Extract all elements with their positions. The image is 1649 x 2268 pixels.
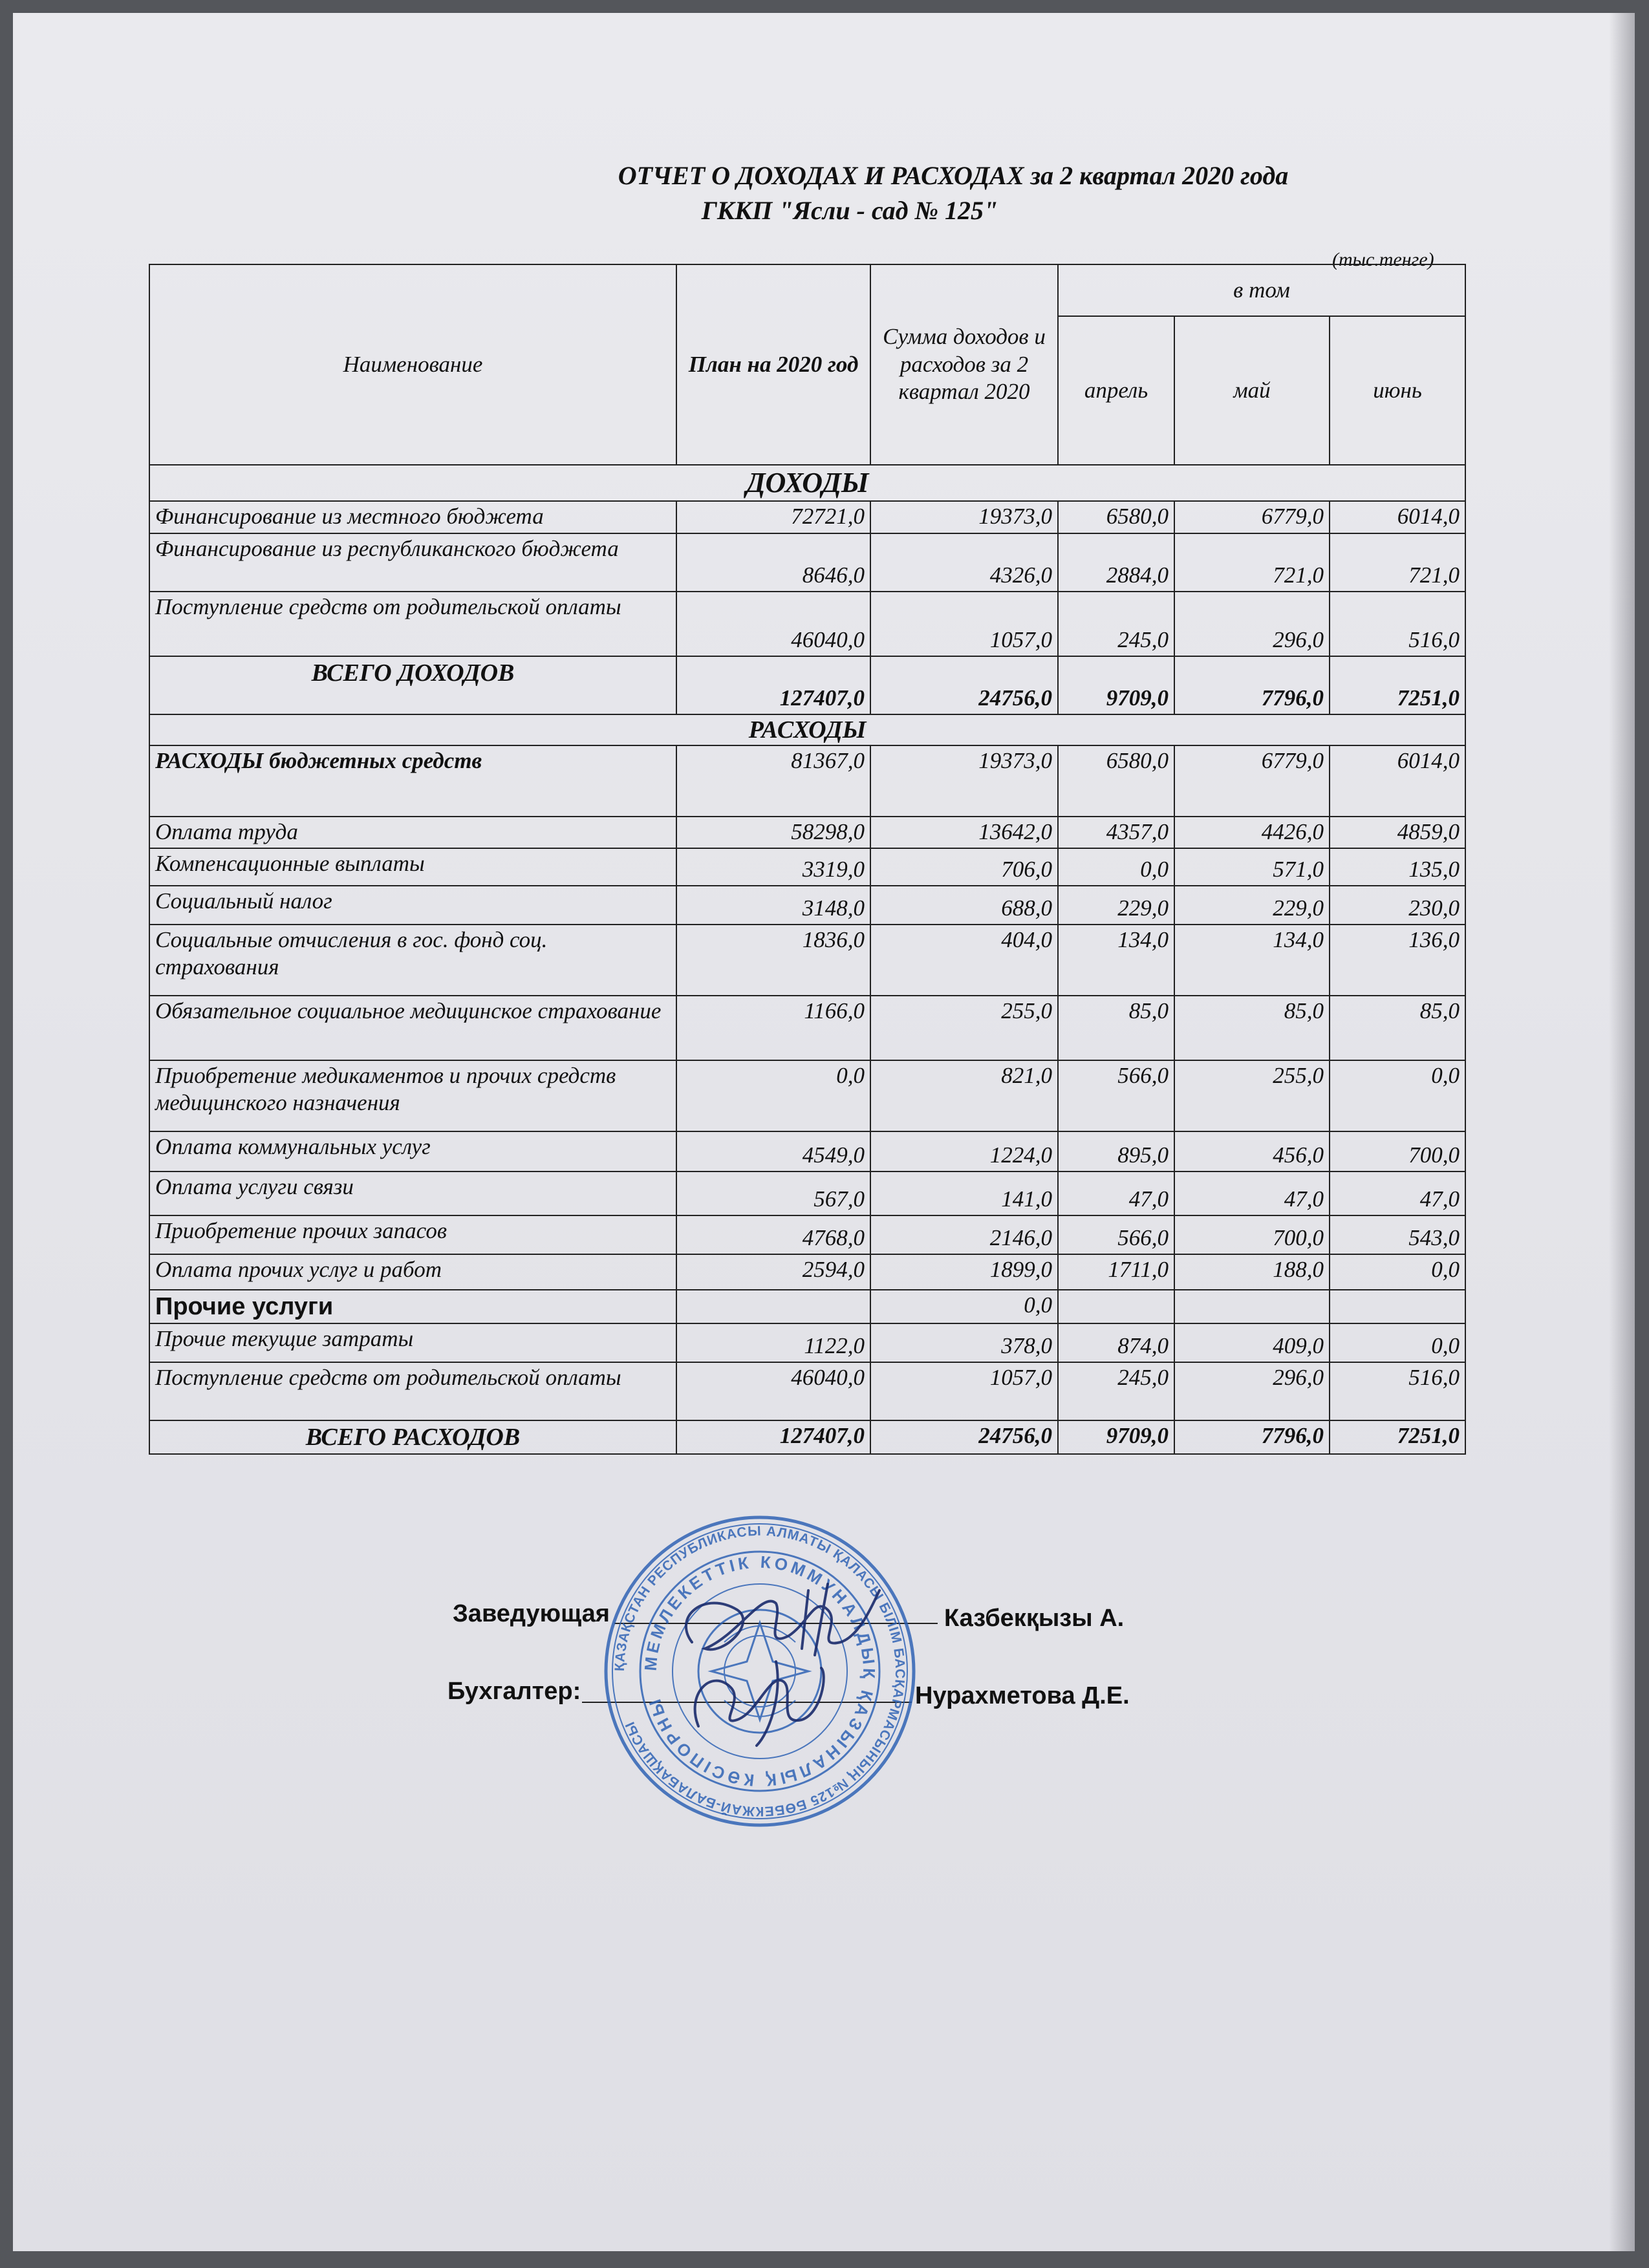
row-jun-cell: 85,0 bbox=[1330, 996, 1465, 1060]
row-name-cell: Финансирование из республиканского бюджета bbox=[149, 533, 676, 592]
row-plan-cell: 127407,0 bbox=[676, 656, 870, 714]
table-row bbox=[149, 501, 1465, 533]
section-expenses-label: РАСХОДЫ bbox=[149, 714, 1465, 745]
row-name-cell: Социальные отчисления в гос. фонд соц. страхования bbox=[149, 925, 676, 996]
table-total-row bbox=[149, 1420, 1465, 1454]
row-plan-cell: 46040,0 bbox=[676, 1362, 870, 1420]
row-jun-cell: 4859,0 bbox=[1330, 817, 1465, 848]
stamp-outer-text: ҚАЗАҚСТАН РЕСПУБЛИКАСЫ АЛМАТЫ ҚАЛАСЫ БІЛІМ БАСҚАРМАСЫНЫҢ №125 БӨБЕКЖАЙ-БАЛАБАҚШАСЫ bbox=[612, 1523, 908, 1819]
table-row bbox=[149, 886, 1465, 925]
row-apr-cell: 6580,0 bbox=[1058, 745, 1174, 817]
row-sum-cell: 255,0 bbox=[870, 996, 1058, 1060]
head-name: Казбекқызы А. bbox=[944, 1605, 1125, 1632]
row-plan-cell bbox=[676, 1290, 870, 1323]
header-sum: Сумма доходов и расходов за 2 квартал 2020 bbox=[870, 264, 1058, 465]
row-name-cell: Компенсационные выплаты bbox=[149, 848, 676, 886]
table-total-row bbox=[149, 656, 1465, 714]
row-jun-cell: 230,0 bbox=[1330, 886, 1465, 925]
row-sum-cell: 1057,0 bbox=[870, 1362, 1058, 1420]
row-plan-cell: 0,0 bbox=[676, 1060, 870, 1131]
row-name-cell: Обязательное социальное медицинское страхование bbox=[149, 996, 676, 1060]
stamp-inner-text: МЕМЛЕКЕТТІК КОММУНАЛДЫҚ ҚАЗЫНАЛЫҚ КӘСІПОРНЫ bbox=[640, 1552, 879, 1791]
row-jun-cell: 7251,0 bbox=[1330, 656, 1465, 714]
row-jun-cell: 516,0 bbox=[1330, 592, 1465, 656]
row-plan-cell: 58298,0 bbox=[676, 817, 870, 848]
table-row bbox=[149, 533, 1465, 592]
row-apr-cell: 1711,0 bbox=[1058, 1254, 1174, 1290]
table-row bbox=[149, 817, 1465, 848]
table-row bbox=[149, 1254, 1465, 1290]
row-plan-cell: 3148,0 bbox=[676, 886, 870, 925]
row-may-cell: 229,0 bbox=[1174, 886, 1330, 925]
row-sum-cell: 1899,0 bbox=[870, 1254, 1058, 1290]
row-plan-cell: 81367,0 bbox=[676, 745, 870, 817]
header-incl: в том bbox=[1058, 264, 1465, 316]
head-role: Заведующая bbox=[453, 1600, 610, 1627]
table-row bbox=[149, 1323, 1465, 1362]
row-plan-cell: 2594,0 bbox=[676, 1254, 870, 1290]
row-apr-cell: 47,0 bbox=[1058, 1171, 1174, 1215]
row-apr-cell: 566,0 bbox=[1058, 1060, 1174, 1131]
row-sum-cell: 821,0 bbox=[870, 1060, 1058, 1131]
row-name-cell: Оплата коммунальных услуг bbox=[149, 1131, 676, 1171]
row-name-cell: Оплата услуги связи bbox=[149, 1171, 676, 1215]
row-may-cell: 7796,0 bbox=[1174, 1420, 1330, 1454]
row-apr-cell: 0,0 bbox=[1058, 848, 1174, 886]
row-jun-cell: 6014,0 bbox=[1330, 501, 1465, 533]
header-name: Наименование bbox=[149, 264, 676, 465]
row-plan-cell: 127407,0 bbox=[676, 1420, 870, 1454]
row-jun-cell: 721,0 bbox=[1330, 533, 1465, 592]
row-sum-cell: 24756,0 bbox=[870, 656, 1058, 714]
row-plan-cell: 1836,0 bbox=[676, 925, 870, 996]
row-sum-cell: 0,0 bbox=[870, 1290, 1058, 1323]
report-title: ОТЧЕТ О ДОХОДАХ И РАСХОДАХ за 2 квартал 2020 года bbox=[618, 161, 1289, 190]
table-row bbox=[149, 592, 1465, 656]
row-may-cell: 571,0 bbox=[1174, 848, 1330, 886]
row-jun-cell: 6014,0 bbox=[1330, 745, 1465, 817]
row-plan-cell: 46040,0 bbox=[676, 592, 870, 656]
row-sum-cell: 13642,0 bbox=[870, 817, 1058, 848]
row-may-cell: 4426,0 bbox=[1174, 817, 1330, 848]
income-expense-table bbox=[149, 264, 1466, 1455]
row-may-cell: 47,0 bbox=[1174, 1171, 1330, 1215]
row-apr-cell: 566,0 bbox=[1058, 1215, 1174, 1254]
row-jun-cell: 0,0 bbox=[1330, 1254, 1465, 1290]
table-row bbox=[149, 1290, 1465, 1323]
row-plan-cell: 567,0 bbox=[676, 1171, 870, 1215]
row-jun-cell: 516,0 bbox=[1330, 1362, 1465, 1420]
table-row bbox=[149, 848, 1465, 886]
row-name-cell: ВСЕГО ДОХОДОВ bbox=[149, 656, 676, 714]
section-income bbox=[149, 465, 1465, 501]
row-jun-cell: 7251,0 bbox=[1330, 1420, 1465, 1454]
row-plan-cell: 1122,0 bbox=[676, 1323, 870, 1362]
row-name-cell: Прочие услуги bbox=[149, 1290, 676, 1323]
section-expenses bbox=[149, 714, 1465, 745]
row-name-cell: Оплата прочих услуг и работ bbox=[149, 1254, 676, 1290]
row-name-cell: Приобретение медикаментов и прочих средств медицинского назначения bbox=[149, 1060, 676, 1131]
header-april: апрель bbox=[1058, 316, 1174, 465]
row-may-cell: 85,0 bbox=[1174, 996, 1330, 1060]
row-may-cell: 700,0 bbox=[1174, 1215, 1330, 1254]
header-plan: План на 2020 год bbox=[676, 264, 870, 465]
row-apr-cell: 245,0 bbox=[1058, 1362, 1174, 1420]
row-jun-cell: 47,0 bbox=[1330, 1171, 1465, 1215]
table-row bbox=[149, 1171, 1465, 1215]
row-jun-cell: 0,0 bbox=[1330, 1060, 1465, 1131]
row-plan-cell: 4549,0 bbox=[676, 1131, 870, 1171]
row-may-cell: 134,0 bbox=[1174, 925, 1330, 996]
row-sum-cell: 19373,0 bbox=[870, 501, 1058, 533]
section-income-label: ДОХОДЫ bbox=[149, 465, 1465, 501]
row-plan-cell: 4768,0 bbox=[676, 1215, 870, 1254]
row-sum-cell: 19373,0 bbox=[870, 745, 1058, 817]
handwritten-signatures bbox=[647, 1565, 918, 1759]
row-apr-cell: 9709,0 bbox=[1058, 656, 1174, 714]
row-may-cell: 255,0 bbox=[1174, 1060, 1330, 1131]
row-name-cell: РАСХОДЫ бюджетных средств bbox=[149, 745, 676, 817]
table-row bbox=[149, 1060, 1465, 1131]
row-sum-cell: 706,0 bbox=[870, 848, 1058, 886]
units-label: (тыс.тенге) bbox=[1332, 249, 1434, 270]
row-apr-cell: 134,0 bbox=[1058, 925, 1174, 996]
row-may-cell: 296,0 bbox=[1174, 1362, 1330, 1420]
row-may-cell: 296,0 bbox=[1174, 592, 1330, 656]
row-jun-cell: 136,0 bbox=[1330, 925, 1465, 996]
row-jun-cell: 700,0 bbox=[1330, 1131, 1465, 1171]
table-row bbox=[149, 745, 1465, 817]
row-may-cell: 7796,0 bbox=[1174, 656, 1330, 714]
row-sum-cell: 1057,0 bbox=[870, 592, 1058, 656]
header-may: май bbox=[1174, 316, 1330, 465]
accountant-role: Бухгалтер: bbox=[447, 1678, 581, 1705]
table-row bbox=[149, 996, 1465, 1060]
row-sum-cell: 378,0 bbox=[870, 1323, 1058, 1362]
row-name-cell: Социальный налог bbox=[149, 886, 676, 925]
row-name-cell: Приобретение прочих запасов bbox=[149, 1215, 676, 1254]
row-may-cell: 456,0 bbox=[1174, 1131, 1330, 1171]
row-apr-cell: 4357,0 bbox=[1058, 817, 1174, 848]
row-apr-cell: 6580,0 bbox=[1058, 501, 1174, 533]
row-may-cell bbox=[1174, 1290, 1330, 1323]
row-name-cell: Финансирование из местного бюджета bbox=[149, 501, 676, 533]
header-june: июнь bbox=[1330, 316, 1465, 465]
row-name-cell: Поступление средств от родительской оплаты bbox=[149, 592, 676, 656]
row-may-cell: 6779,0 bbox=[1174, 745, 1330, 817]
table-row bbox=[149, 1131, 1465, 1171]
report-subtitle: ГККП "Ясли - сад № 125" bbox=[701, 196, 998, 225]
row-plan-cell: 72721,0 bbox=[676, 501, 870, 533]
table-row bbox=[149, 925, 1465, 996]
row-may-cell: 721,0 bbox=[1174, 533, 1330, 592]
row-jun-cell: 543,0 bbox=[1330, 1215, 1465, 1254]
document-page bbox=[13, 13, 1635, 2251]
row-plan-cell: 1166,0 bbox=[676, 996, 870, 1060]
row-name-cell: ВСЕГО РАСХОДОВ bbox=[149, 1420, 676, 1454]
row-sum-cell: 24756,0 bbox=[870, 1420, 1058, 1454]
row-apr-cell: 245,0 bbox=[1058, 592, 1174, 656]
row-sum-cell: 2146,0 bbox=[870, 1215, 1058, 1254]
row-jun-cell bbox=[1330, 1290, 1465, 1323]
table-row bbox=[149, 1362, 1465, 1420]
row-sum-cell: 688,0 bbox=[870, 886, 1058, 925]
row-plan-cell: 8646,0 bbox=[676, 533, 870, 592]
row-may-cell: 6779,0 bbox=[1174, 501, 1330, 533]
row-jun-cell: 135,0 bbox=[1330, 848, 1465, 886]
row-name-cell: Прочие текущие затраты bbox=[149, 1323, 676, 1362]
row-sum-cell: 1224,0 bbox=[870, 1131, 1058, 1171]
row-apr-cell: 85,0 bbox=[1058, 996, 1174, 1060]
row-apr-cell: 9709,0 bbox=[1058, 1420, 1174, 1454]
row-name-cell: Оплата труда bbox=[149, 817, 676, 848]
row-sum-cell: 4326,0 bbox=[870, 533, 1058, 592]
row-plan-cell: 3319,0 bbox=[676, 848, 870, 886]
row-may-cell: 188,0 bbox=[1174, 1254, 1330, 1290]
accountant-name: Нурахметова Д.Е. bbox=[915, 1682, 1130, 1709]
row-may-cell: 409,0 bbox=[1174, 1323, 1330, 1362]
row-apr-cell: 2884,0 bbox=[1058, 533, 1174, 592]
row-apr-cell bbox=[1058, 1290, 1174, 1323]
table-row bbox=[149, 1215, 1465, 1254]
row-name-cell: Поступление средств от родительской оплаты bbox=[149, 1362, 676, 1420]
row-jun-cell: 0,0 bbox=[1330, 1323, 1465, 1362]
row-apr-cell: 229,0 bbox=[1058, 886, 1174, 925]
row-apr-cell: 874,0 bbox=[1058, 1323, 1174, 1362]
row-sum-cell: 404,0 bbox=[870, 925, 1058, 996]
row-sum-cell: 141,0 bbox=[870, 1171, 1058, 1215]
table-body bbox=[149, 465, 1465, 1454]
row-apr-cell: 895,0 bbox=[1058, 1131, 1174, 1171]
